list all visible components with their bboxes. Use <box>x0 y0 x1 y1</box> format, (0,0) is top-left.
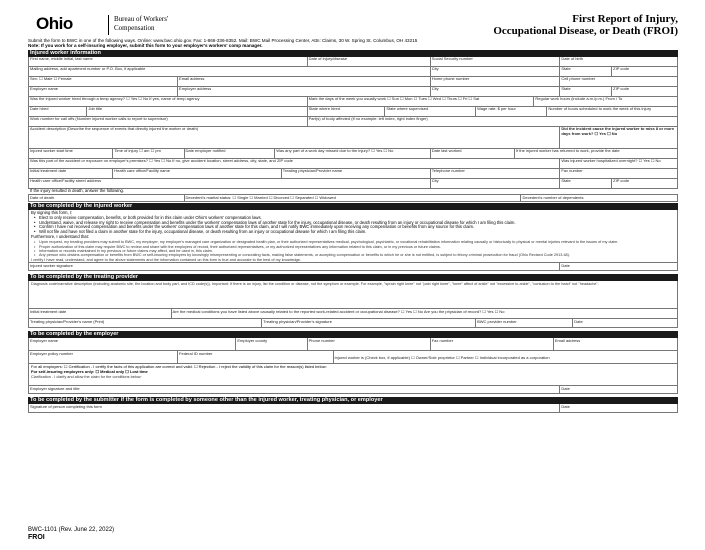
field-date-of-injury[interactable]: Date of injury/disease <box>308 57 431 66</box>
field-work-number-calloffs[interactable]: Work number for call offs (Number injured worker calls to report to supervisor) <box>29 117 308 126</box>
field-initial-treatment-date[interactable]: Initial treatment date <box>29 169 113 178</box>
field-email[interactable]: Email address <box>178 77 431 86</box>
field-hours-scheduled[interactable]: Number of hours scheduled to work the week of this injury <box>548 106 652 112</box>
form-code: BWC-1101 (Rev. June 22, 2022) <box>28 527 115 533</box>
field-state-supervised[interactable]: State where supervised <box>385 107 476 116</box>
field-return-to-work-date[interactable]: If the injured worker has returned to work, provide the date <box>515 148 620 154</box>
worker-row-contact <box>29 77 677 87</box>
field-employer-county[interactable]: Employer county <box>236 338 307 350</box>
instructions-line-1: Submit the form to BWC in one of the following ways. Online: www.bwc.ohio.gov. Fax: 1-866-336-8352. Mail: BWC Mail Processing Center, Attn: Claims, 30 W. Spring St. Columbus, OH 43215 <box>28 38 418 43</box>
field-employer-signature-date[interactable]: Date <box>561 386 570 391</box>
form-footer <box>28 526 114 542</box>
bureau-name <box>114 15 168 32</box>
bureau-line-2: Compensation <box>114 23 155 32</box>
field-bwc-provider-number[interactable]: BWC provider number <box>476 319 573 327</box>
worker-row-calloffs <box>29 117 677 127</box>
section-by-injured-worker: To be completed by the injured worker <box>28 203 678 210</box>
employer-signature-row <box>29 385 677 393</box>
section-by-submitter: To be completed by the submitter if the form is completed by someone other than the injured worker, treating physician, or employer <box>28 397 678 404</box>
logo-divider <box>108 15 109 35</box>
section-by-employer: To be completed by the employer <box>28 331 678 338</box>
field-sex[interactable]: Sex: ☐ Male ☐ Female <box>29 77 178 86</box>
field-work-days[interactable]: Mark the days of the week you usually work ☐ Sun ☐ Mon ☐ Tues ☐ Wed ☐ Thurs ☐ Fri ☐ Sat <box>308 97 535 106</box>
worker-row-job <box>29 107 677 117</box>
field-provider-signature[interactable]: Treating physician/Provider's signature <box>262 319 476 327</box>
field-provider-date[interactable]: Date <box>574 319 583 324</box>
field-diagnosis[interactable]: Diagnosis code/narrative description (including anatomic site, the location and body part, and ICD code(s)). Important: If there is an injury, list the condition or disease, not the symptom or example. For example, "sprain right knee" not "pain right knee", "knee" affect of ankle" not "excessive to ankle", "contusion to the head" not "headache". <box>31 281 599 286</box>
understanding-3: • Information or records maintained in my previous or future claims may affect, and be used in, this claim. <box>29 249 677 253</box>
submission-instructions <box>28 38 678 49</box>
field-body-parts[interactable]: Part(s) of body affected (if no example: left index, right index finger) <box>308 116 428 122</box>
field-facility-zip[interactable]: ZIP code <box>613 178 630 184</box>
field-employer-phone[interactable]: Phone number <box>308 338 431 350</box>
field-ssn[interactable]: Social Security number <box>431 57 561 66</box>
form-title-line-1: First Report of Injury, <box>572 13 678 25</box>
field-date-of-death[interactable]: Date of death <box>29 195 185 201</box>
worker-row-address <box>29 67 677 77</box>
bureau-line-1: Bureau of Workers' <box>114 15 169 23</box>
field-city[interactable]: City <box>431 67 561 76</box>
provider-box <box>28 281 678 328</box>
field-employer-name-2[interactable]: Employer name <box>29 338 236 350</box>
clarification-text: Clarification - I clarify and allow the claim for the conditions below: <box>31 375 142 379</box>
form-short-name: FROI <box>28 534 45 541</box>
worker-row-treatment <box>29 169 677 179</box>
field-cell-phone[interactable]: Cell phone number <box>561 76 596 82</box>
statements-further: Furthermore, I understand that: <box>31 234 89 240</box>
field-state-hired[interactable]: State where hired <box>308 107 386 116</box>
field-facility-name[interactable]: Health care office/Facility name <box>113 169 281 178</box>
worker-row-times <box>29 149 677 159</box>
field-marital-status[interactable]: Decedent's marital status: ☐ Single ☐ Married ☐ Divorced ☐ Separated ☐ Widowed <box>185 195 522 201</box>
worker-row-name <box>29 57 677 67</box>
field-employer-email[interactable]: Email address <box>554 338 581 343</box>
statement-4: • Will not file and have not filed a claim in another state for the injury, occupational disease, or death resulting from an injury or occupational disease for which I am filing this claim. <box>29 230 677 235</box>
form-title <box>493 14 678 37</box>
understanding-4: • Any person who obtains compensation or benefits from BWC or self-insuring employers by knowingly misrepresenting or concealing facts, making false statements, or accepting compensation or benefits to which he or she is not entitled, is subject to felony criminal prosecution for fraud (Ohio Revised Code 2913.48). <box>29 253 677 257</box>
field-missed-8-days[interactable]: Did the incident cause the injured worker to miss 8 or more days from work? ☐ Yes ☐ No <box>561 126 675 136</box>
field-facility-city[interactable]: City <box>431 179 561 188</box>
field-submitter-date[interactable]: Date <box>561 404 570 409</box>
understanding-1: • Upon request, my treating providers may submit to BWC, my employer, my employer's managed care organization or designated health plan, or their authorized representatives medical, psychological, psychiatric, or vocational rehabilitation information relating causally or historically to physical or mental injuries relevant to the issues of my claim. <box>29 240 677 244</box>
field-treating-physician[interactable]: Treating physician/Provider name <box>282 169 431 178</box>
statements-intro: By signing this form, I: <box>31 209 73 215</box>
field-submitter-signature[interactable]: Signature of person completing this form <box>29 404 560 412</box>
self-insuring-options[interactable]: For self-insuring employers only: ☐ Medical only ☐ Lost time <box>31 369 148 375</box>
field-worker-name[interactable]: First name, middle initial, last name <box>29 57 308 66</box>
froi-form <box>28 12 678 542</box>
field-employer-premises[interactable]: Was this part of the accident or exposure on employer's premises? ☐ Yes ☐ No If no, give accident location, street address, city, state, and ZIP code <box>29 159 560 168</box>
all-employers-options[interactable]: For all employers: ☐ Certification - I certify the facts of this application are correct and valid. ☐ Rejection - I reject the validity of this claim for the reason(s) listed below: <box>31 364 327 370</box>
field-hospitalized[interactable]: Was injured worker hospitalized overnight? ☐ Yes ☐ No <box>561 158 661 164</box>
worker-row-accident <box>29 127 677 149</box>
worker-row-temp-agency <box>29 97 677 107</box>
field-provider-name[interactable]: Treating physician/Provider's name (Print) <box>29 319 262 327</box>
field-wage-rate[interactable]: Wage rate: $ per hour <box>476 107 547 116</box>
field-facility-fax[interactable]: Fax number <box>561 168 583 174</box>
provider-row-1 <box>29 308 677 319</box>
worker-statements <box>28 210 678 271</box>
statement-1: • Elect to only receive compensation, benefits, or both provided for in this claim under Ohio's workers' compensation laws. <box>29 216 677 221</box>
field-employer-name[interactable]: Employer name <box>29 87 178 96</box>
worker-info-grid <box>28 57 678 189</box>
ohio-logo: Ohio <box>36 14 73 33</box>
field-worker-signature[interactable]: Injured worker signature <box>29 263 560 270</box>
field-workday-missed[interactable]: Was any part of a work day missed due to the injury? ☐ Yes ☐ No <box>275 149 431 158</box>
employer-row-1 <box>29 338 677 351</box>
instructions-line-2: Note: If you work for a self-insuring employer, submit this form to your employer's workers' comp manager. <box>28 43 263 49</box>
death-grid <box>28 194 678 202</box>
field-employer-zip[interactable]: ZIP code <box>613 86 630 92</box>
field-home-phone[interactable]: Home phone number <box>431 77 561 86</box>
understanding-2: • Proper authorization of this claim may require BWC to review and share with the employers of record, their authorized representatives, or my authorized representatives any information related to this claim, or in my previous or future claims. <box>29 245 677 249</box>
field-federal-id[interactable]: Federal ID number <box>178 351 334 363</box>
certification-statement: I certify I have read, understand, and agree to the above statements and the information contained on this form is true and accurate to the best of my knowledge. <box>31 257 301 262</box>
worker-row-employer <box>29 87 677 97</box>
field-job-title[interactable]: Job title <box>87 107 307 116</box>
field-temp-agency[interactable]: Was the injured worker hired through a temp agency? ☐ Yes ☐ No If yes, name of temp agency <box>29 97 308 106</box>
section-injured-worker-info: Injured worker information <box>28 50 678 57</box>
field-work-hours[interactable]: Regular work hours (include a.m./p.m.) From / To <box>535 96 623 102</box>
field-employer-fax[interactable]: Fax number <box>431 338 554 350</box>
worker-signature-row <box>29 262 677 270</box>
field-employer-policy-number[interactable]: Employer policy number <box>29 351 178 363</box>
field-worker-signature-date[interactable]: Date <box>561 263 570 268</box>
employer-box <box>28 338 678 394</box>
field-date-last-worked[interactable]: Date last worked <box>431 149 515 158</box>
worker-row-facility-address <box>29 179 677 189</box>
field-worker-is[interactable]: Injured worker is (Check box, if applicable) ☐ Owner/Sole proprietor ☐ Partner ☐ Individual incorporated as a corporation <box>334 355 550 361</box>
death-row <box>29 195 677 202</box>
field-date-hired[interactable]: Date hired <box>29 107 87 116</box>
employer-row-2 <box>29 351 677 364</box>
field-causally-related[interactable]: Are the medical conditions you have listed above causally related to the reported work-related accident or occupational disease? ☐ Yes ☐ No Are you the physician of record? ☐ Yes ☐ No <box>172 309 505 314</box>
field-facility-address[interactable]: Health care office/Facility street address <box>29 179 431 188</box>
field-zip[interactable]: ZIP code <box>613 66 630 72</box>
field-facility-state[interactable]: State <box>560 179 612 188</box>
form-header <box>28 12 678 38</box>
worker-row-premises <box>29 159 677 169</box>
submitter-box <box>28 404 678 413</box>
section-by-treating-provider: To be completed by the treating provider <box>28 274 678 281</box>
death-instructions: If the injury resulted in death, answer the following. <box>30 188 125 194</box>
field-date-of-birth[interactable]: Date of birth <box>561 56 584 62</box>
form-title-line-2: Occupational Disease, or Death (FROI) <box>493 24 678 37</box>
field-start-time[interactable]: Injured worker start time <box>29 149 113 158</box>
field-employer-signature[interactable]: Employer signature and title <box>29 386 560 393</box>
submitter-signature-row <box>29 404 677 412</box>
field-employer-address[interactable]: Employer address <box>178 87 431 96</box>
field-time-of-injury[interactable]: Time of injury ☐ am ☐ pm <box>113 149 184 158</box>
field-mailing-address[interactable]: Mailing address, add apartment number or P.O. Box, if applicable <box>29 67 431 76</box>
field-employer-state[interactable]: State <box>560 87 612 96</box>
field-facility-phone[interactable]: Telephone number <box>431 169 561 178</box>
field-accident-description[interactable]: Accident description (Describe the sequence of events that directly injured the worker or death) <box>29 127 560 148</box>
statement-3: • Confirm I have not received compensation and benefits under the workers' compensation laws of another state for this claim, and I will notify BWC immediately upon receiving any compensation or benefits from any source for this claim. <box>29 225 677 230</box>
field-dependents[interactable]: Decedent's number of dependents <box>522 195 584 200</box>
field-state[interactable]: State <box>560 67 612 76</box>
field-employer-city[interactable]: City <box>431 87 561 96</box>
field-date-employer-notified[interactable]: Date employer notified <box>185 149 276 158</box>
statement-2: • Understand, waive, and release my right to receive compensation and benefits under the workers' compensation laws of another state for the injury, occupational disease, or death resulting from an injury or occupational disease for which I am filing this claim. <box>29 221 677 226</box>
field-provider-initial-treatment-date[interactable]: Initial treatment date <box>29 309 172 318</box>
provider-row-2 <box>29 319 677 327</box>
